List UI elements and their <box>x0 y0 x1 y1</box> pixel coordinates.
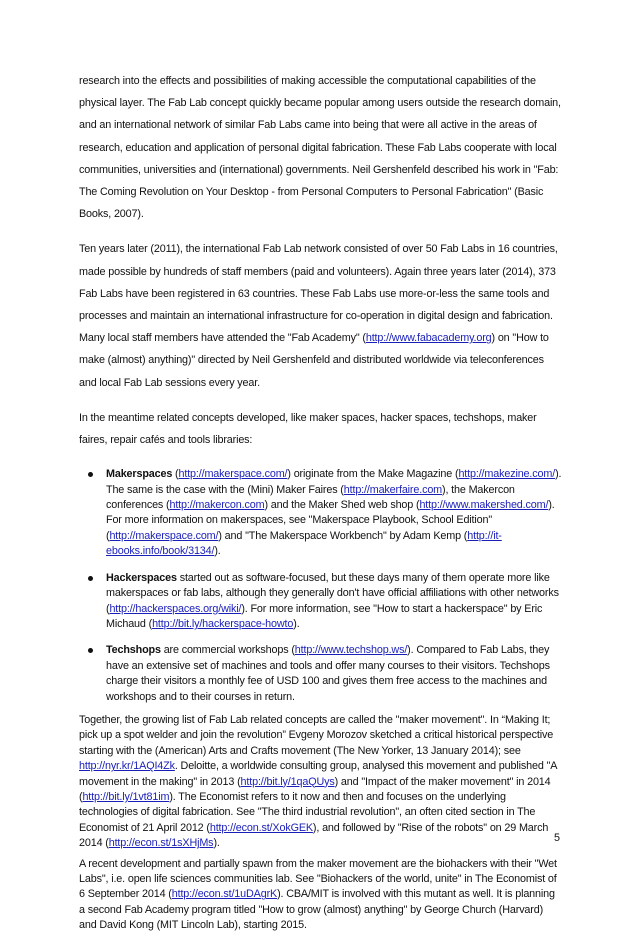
text: . Deloitte, a worldwide consulting group, analysed this movement and published "A movement in the making" in 2013 ( <box>79 760 557 788</box>
text: ) and "Impact of the maker movement" in 2014 ( <box>79 775 551 803</box>
link-makerspace-playbook[interactable]: http://makerspace.com/ <box>109 529 219 542</box>
text: ) on "How to make (almost) anything)" directed by Neil Gershenfeld and distributed worldwide via teleconferences and local Fab Lab sessions every year. <box>79 332 549 389</box>
text: ). For more information on makerspaces, see "Makerspace Playbook, School Edition" ( <box>106 499 555 542</box>
text: ) originate from the Make Magazine ( <box>287 468 459 481</box>
text: In the meantime related concepts developed, like maker spaces, hacker spaces, techshops, maker faires, repair cafés and tools libraries: <box>79 411 537 447</box>
link-hackerspace-howto[interactable]: http://bit.ly/hackerspace-howto <box>152 617 294 630</box>
link-makershed[interactable]: http://www.makershed.com/ <box>419 499 549 512</box>
list-item-hackerspaces <box>79 571 563 633</box>
text: ). <box>293 617 300 630</box>
text: started out as software-focused, but these days many of them operate more like makerspaces or fab labs, although they generally don't have official affiliations with other networks ( <box>106 571 559 615</box>
link-hackerspaces-wiki[interactable]: http://hackerspaces.org/wiki/ <box>109 602 242 615</box>
text: ) and "The Makerspace Workbench" by Adam Kemp ( <box>218 529 468 542</box>
page-body <box>79 70 563 934</box>
paragraph-biohackers <box>79 857 563 934</box>
term: Techshops <box>106 644 161 657</box>
paragraph-related-concepts <box>79 407 563 451</box>
link-techshop[interactable]: http://www.techshop.ws/ <box>294 644 408 657</box>
link-new-yorker[interactable]: http://nyr.kr/1AQI4Zk <box>79 760 175 773</box>
link-deloitte-movement[interactable]: http://bit.ly/1qaQUys <box>240 775 335 788</box>
link-economist-biohackers[interactable]: http://econ.st/1uDAgrK <box>171 888 278 901</box>
bullet-icon <box>88 472 93 477</box>
link-it-ebooks[interactable]: http://it-ebooks.info/book/3134/ <box>106 529 502 558</box>
concepts-list <box>79 467 563 705</box>
link-economist-robots[interactable]: http://econ.st/1sXHjMs <box>108 837 214 850</box>
link-makercon[interactable]: http://makercon.com <box>169 499 265 512</box>
paragraph-fab-lab-network <box>79 238 563 393</box>
paragraph-fab-lab-origin <box>79 70 563 225</box>
term: Makerspaces <box>106 468 173 481</box>
term: Hackerspaces <box>106 571 177 584</box>
link-economist-revolution[interactable]: http://econ.st/XokGEK <box>209 821 313 834</box>
page-number: 5 <box>553 832 560 844</box>
text: ), the Makercon conferences ( <box>106 483 515 512</box>
text: ) and the Maker Shed web shop ( <box>264 499 420 512</box>
bullet-icon <box>88 648 93 653</box>
link-makerfaire[interactable]: http://makerfaire.com <box>343 483 443 496</box>
bullet-icon <box>88 576 93 581</box>
link-makerspace[interactable]: http://makerspace.com/ <box>178 468 288 481</box>
list-item-makerspaces <box>79 467 563 559</box>
text: ). The same is the case with the (Mini) Maker Faires ( <box>106 468 562 496</box>
text: research into the effects and possibilities of making accessible the computational capabilities of the physical layer. The Fab Lab concept quickly became popular among users outside the research domain, and an international network of similar Fab Labs came into being that were all active in the areas of research, education and application of personal digital fabrication. These Fab Labs cooperate with local communities, universities and (international) governments. Neil Gershenfeld described his work in "Fab: The Coming Revolution on Your Desktop - from Personal Computers to Personal Fabrication" (Basic Books, 2007). <box>79 75 561 221</box>
text: ( <box>172 468 179 481</box>
text: are commercial workshops ( <box>160 644 295 657</box>
text: A recent development and partially spawn from the maker movement are the biohackers with their "Wet Labs", i.e. open life sciences communities lab. See "Biohackers of the world, unite" in The Economist of 6 September 2014 ( <box>79 857 557 901</box>
text: ). CBA/MIT is involved with this mutant as well. It is planning a second Fab Academy program titled "How to grow (almost) anything" by George Church (Harvard) and David Kong (MIT Lincoln Lab), starting 2015. <box>79 888 555 932</box>
text: ). <box>214 545 221 558</box>
list-item-techshops <box>79 643 563 705</box>
text: ). <box>213 837 220 850</box>
link-deloitte-impact[interactable]: http://bit.ly/1vt81im <box>82 790 170 803</box>
paragraph-maker-movement <box>79 713 563 852</box>
text: Ten years later (2011), the international Fab Lab network consisted of over 50 Fab Labs in 16 countries, made possible by hundreds of staff members (paid and volunteers). Again three years later (2014), 373 Fab Labs have been registered in 63 countries. These Fab Labs use more-or-less the same tools and processes and maintain an international infrastructure for co-operation in digital design and fabrication. Many local staff members have attended the "Fab Academy" ( <box>79 243 558 345</box>
text: ). Compared to Fab Labs, they have an extensive set of machines and tools and offer many courses to their visitors. Techshops charge their visitors a monthly fee of USD 100 and gives them free access to the machines and workshops and to their courses in return. <box>106 644 550 703</box>
text: ). For more information, see "How to start a hackerspace" by Eric Michaud ( <box>106 602 543 630</box>
text: ). The Economist refers to it now and then and focuses on the underlying technologies of digital fabrication. See "The third industrial revolution", an often cited section in The Economist of 21 April 2012 ( <box>79 790 536 834</box>
link-fabacademy[interactable]: http://www.fabacademy.org <box>365 332 492 345</box>
link-makezine[interactable]: http://makezine.com/ <box>458 468 556 481</box>
text: Together, the growing list of Fab Lab related concepts are called the "maker movement". In “Making It; pick up a spot welder and join the revolution” Evgeny Morozov sketched a critical historical perspective starting with the (American) Arts and Crafts movement (The New Yorker, 13 January 2014); see <box>79 713 554 757</box>
text: ), and followed by "Rise of the robots" on 29 March 2014 ( <box>79 821 549 850</box>
